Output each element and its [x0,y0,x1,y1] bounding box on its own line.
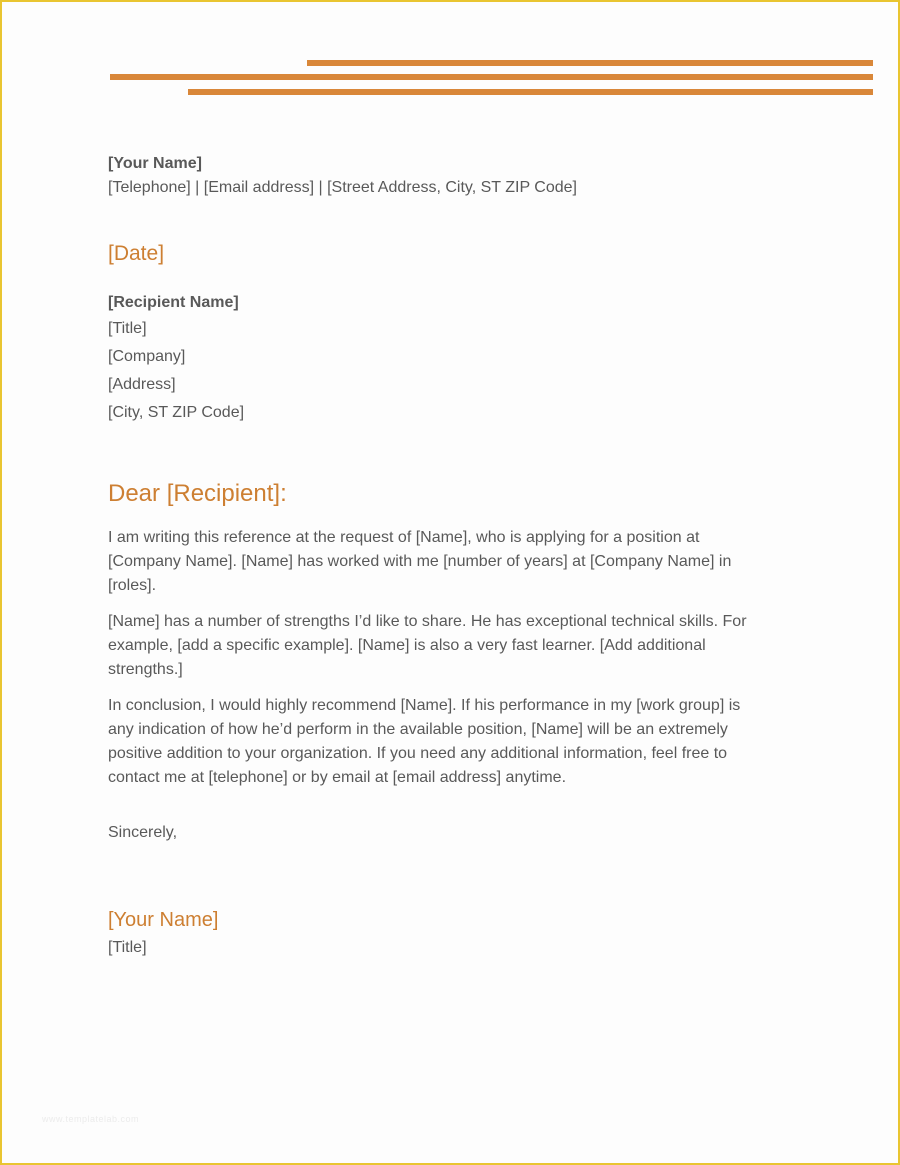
letter-date: [Date] [108,242,165,265]
recipient-company: [Company] [108,348,186,365]
watermark: www.templatelab.com [42,1114,140,1124]
recipient-address-block [108,315,244,427]
header-rule-middle [110,74,873,80]
body-paragraph-1: I am writing this reference at the request of [Name], who is applying for a position at [Company Name]. [Name] has worked with me [number of years] at [Company Name] in [roles]. [108,529,732,594]
signature-title: [Title] [108,939,147,956]
sender-name: [Your Name] [108,155,202,172]
recipient-address: [Address] [108,376,176,393]
sender-contact: [Telephone] | [Email address] | [Street Address, City, ST ZIP Code] [108,179,577,196]
body-paragraph-3: In conclusion, I would highly recommend [Name]. If his performance in my [work group] is any indication of how he’d perform in the available position, [Name] will be an extremely positive addition to your organization. If you need any additional information, feel free to contact me at [telephone] or by email at [email address] anytime. [108,697,741,786]
recipient-title: [Title] [108,320,147,337]
signature-name: [Your Name] [108,909,219,931]
header-rule-top [307,60,873,66]
closing: Sincerely, [108,824,178,841]
recipient-name: [Recipient Name] [108,294,239,311]
recipient-city-state-zip: [City, ST ZIP Code] [108,404,245,421]
body-paragraph-2: [Name] has a number of strengths I’d like to share. He has exceptional technical skills. For example, [add a specific example]. [Name] is also a very fast learner. [Add additional strengths.] [108,613,747,678]
header-rule-bottom [188,89,873,95]
salutation: Dear [Recipient]: [108,480,287,507]
